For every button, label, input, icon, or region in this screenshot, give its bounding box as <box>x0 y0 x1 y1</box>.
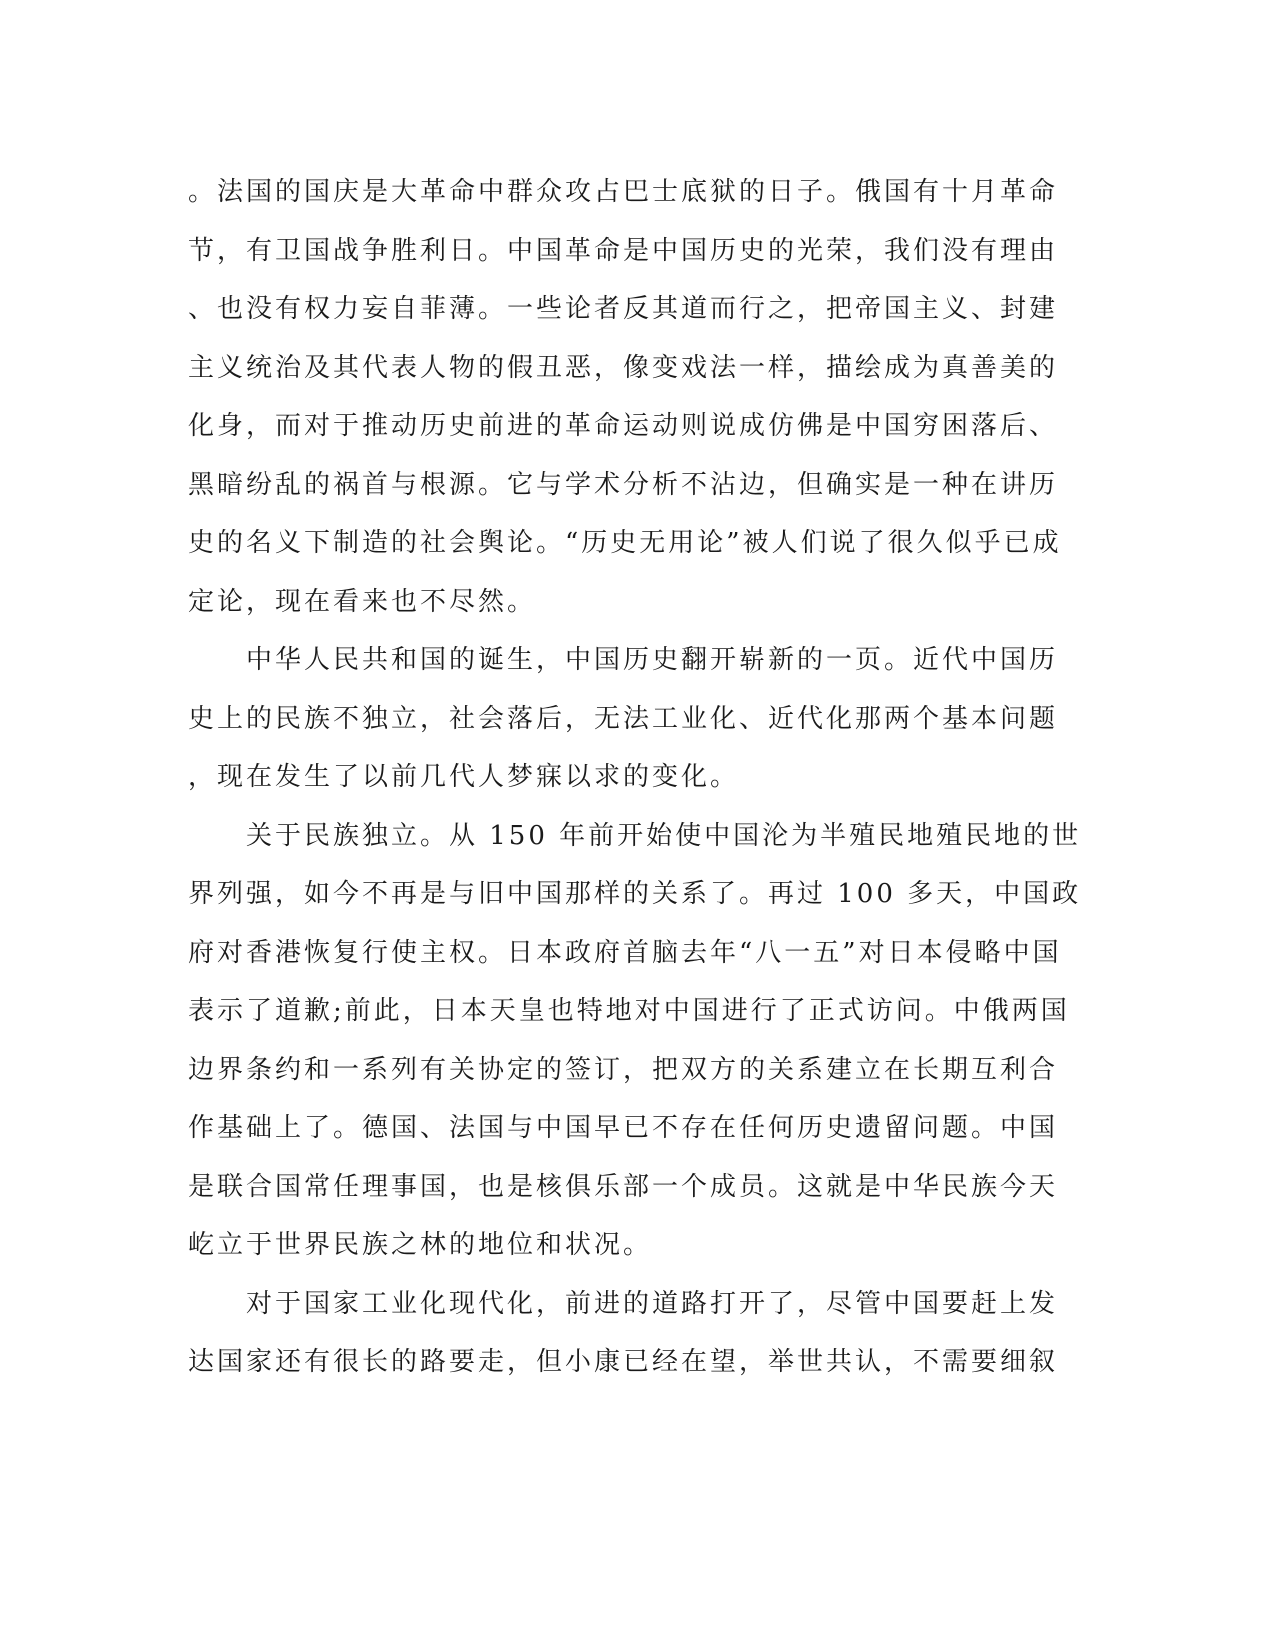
text-line: ，现在发生了以前几代人梦寐以求的变化。 <box>188 762 740 792</box>
text-line: 、也没有权力妄自菲薄。一些论者反其道而行之，把帝国主义、封建 <box>188 294 1059 324</box>
text-line: 中华人民共和国的诞生，中国历史翻开崭新的一页。近代中国历 <box>188 645 1059 675</box>
text-line: 边界条约和一系列有关协定的签订，把双方的关系建立在长期互利合 <box>188 1054 1059 1085</box>
text-line: 作基础上了。德国、法国与中国早已不存在任何历史遗留问题。中国 <box>188 1113 1059 1143</box>
text-line: 府对香港恢复行使主权。日本政府首脑去年“八一五”对日本侵略中国 <box>188 937 1062 968</box>
body-text <box>188 163 1082 1392</box>
text-line: 界列强，如今不再是与旧中国那样的关系了。再过 100 多天，中国政 <box>188 879 1082 909</box>
text-line: 表示了道歉;前此，日本天皇也特地对中国进行了正式访问。中俄两国 <box>188 996 1070 1026</box>
text-line: 史的名义下制造的社会舆论。“历史无用论”被人们说了很久似乎已成 <box>188 528 1062 558</box>
text-line: 。法国的国庆是大革命中群众攻占巴士底狱的日子。俄国有十月革命 <box>188 177 1059 207</box>
text-line: 定论，现在看来也不尽然。 <box>188 586 537 617</box>
text-line: 关于民族独立。从 150 年前开始使中国沦为半殖民地殖民地的世 <box>188 820 1082 851</box>
text-line: 对于国家工业化现代化，前进的道路打开了，尽管中国要赶上发 <box>188 1288 1059 1319</box>
text-line: 化身，而对于推动历史前进的革命运动则说成仿佛是中国穷困落后、 <box>188 411 1059 441</box>
text-line: 节，有卫国战争胜利日。中国革命是中国历史的光荣，我们没有理由 <box>188 235 1059 266</box>
text-line: 主义统治及其代表人物的假丑恶，像变戏法一样，描绘成为真善美的 <box>188 352 1059 383</box>
text-line: 达国家还有很长的路要走，但小康已经在望，举世共认，不需要细叙 <box>188 1347 1059 1377</box>
text-line: 黑暗纷乱的祸首与根源。它与学术分析不沾边，但确实是一种在讲历 <box>188 469 1059 500</box>
text-line: 屹立于世界民族之林的地位和状况。 <box>188 1230 653 1260</box>
text-line: 史上的民族不独立，社会落后，无法工业化、近代化那两个基本问题 <box>188 703 1059 734</box>
text-line: 是联合国常任理事国，也是核俱乐部一个成员。这就是中华民族今天 <box>188 1171 1059 1202</box>
